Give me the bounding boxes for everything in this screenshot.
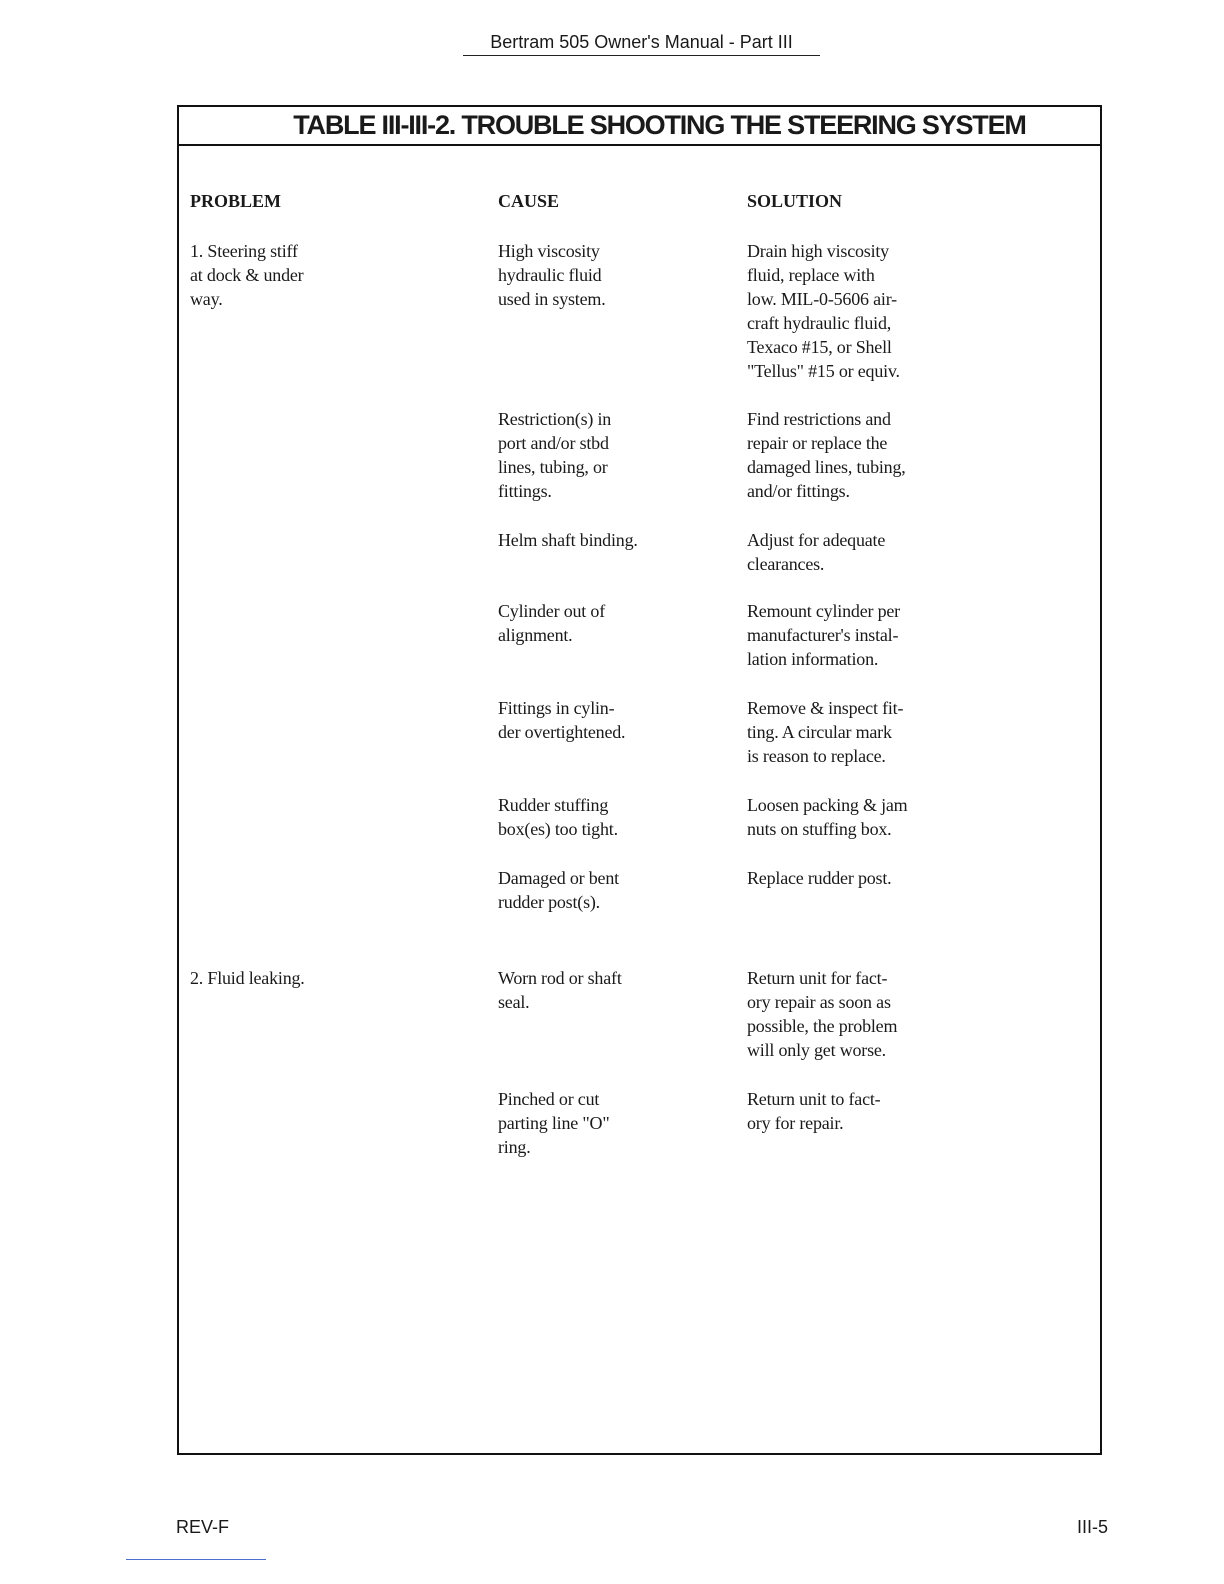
solution-cell: Adjust for adequate clearances. (747, 530, 886, 574)
cause-cell: High viscosity hydraulic fluid used in system. (498, 241, 606, 309)
problem-2: 2. Fluid leaking. (190, 968, 305, 988)
cause-cell: Pinched or cut parting line "O" ring. (498, 1089, 610, 1157)
solution-cell: Remove & inspect fit- ting. A circular mark is reason to replace. (747, 698, 904, 766)
page-header: Bertram 505 Owner's Manual - Part III (463, 30, 820, 56)
revision-label: REV-F (176, 1517, 230, 1537)
solution-cell: Replace rudder post. (747, 868, 892, 888)
solution-cell: Loosen packing & jam nuts on stuffing box. (747, 795, 908, 839)
column-header-solution: SOLUTION (747, 191, 843, 211)
cause-cell: Restriction(s) in port and/or stbd lines, tubing, or fittings. (498, 409, 612, 501)
cause-cell: Worn rod or shaft seal. (498, 968, 622, 1012)
solution-cell: Find restrictions and repair or replace the damaged lines, tubing, and/or fittings. (747, 409, 906, 501)
cause-cell: Rudder stuffing box(es) too tight. (498, 795, 618, 839)
cause-cell: Helm shaft binding. (498, 530, 638, 550)
cause-cell: Fittings in cylin- der overtightened. (498, 698, 626, 742)
cause-cell: Cylinder out of alignment. (498, 601, 605, 645)
table-title-text: TABLE III-III-2. TROUBLE SHOOTING THE STEERING SYSTEM (293, 110, 1026, 140)
solution-cell: Return unit to fact- ory for repair. (747, 1089, 881, 1133)
page-number: III-5 (1076, 1517, 1108, 1537)
solution-cell: Remount cylinder per manufacturer's instal- lation information. (747, 601, 900, 669)
column-header-cause: CAUSE (498, 191, 560, 211)
scan-artifact-line (126, 1559, 266, 1560)
solution-cell: Drain high viscosity fluid, replace with low. MIL-0-5606 air- craft hydraulic fluid, Texaco #15, or Shell "Tellus" #15 or equiv. (747, 241, 900, 381)
solution-cell: Return unit for fact- ory repair as soon as possible, the problem will only get worse. (747, 968, 898, 1060)
column-header-problem: PROBLEM (190, 191, 282, 211)
problem-1: 1. Steering stiff at dock & under way. (190, 241, 304, 309)
table-title (179, 107, 1100, 146)
cause-cell: Damaged or bent rudder post(s). (498, 868, 619, 912)
